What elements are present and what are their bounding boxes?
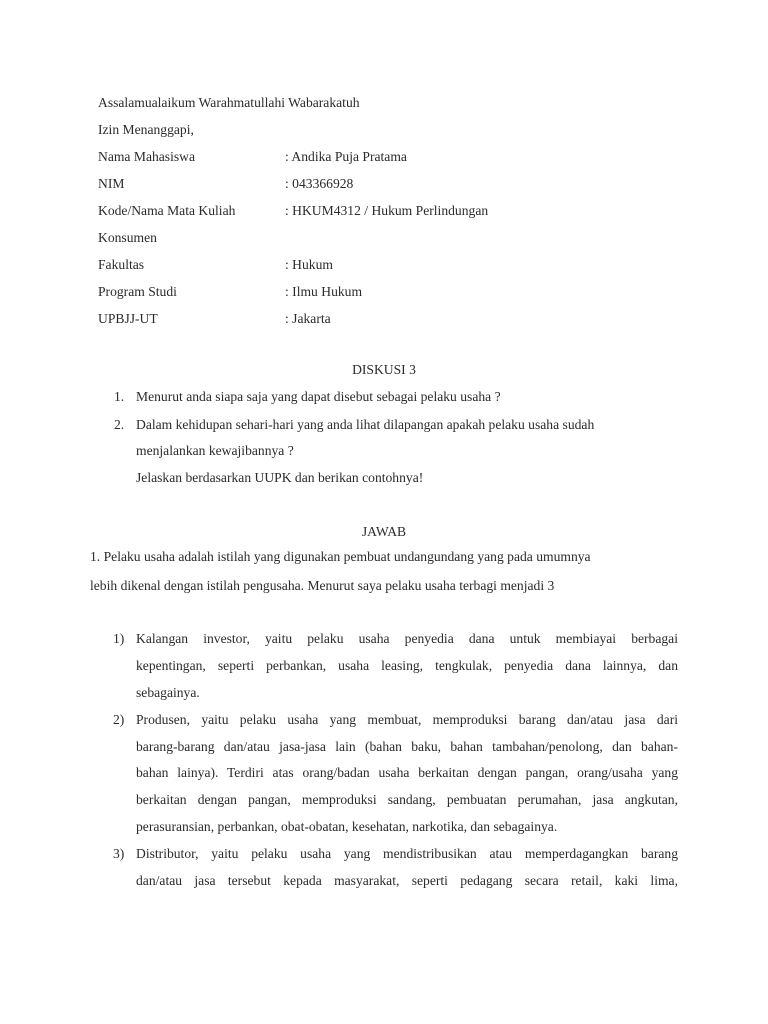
identity-label: Konsumen — [98, 230, 157, 245]
answer-item-line: sebagainya. — [136, 685, 200, 700]
answer-item-number: 1) — [113, 631, 125, 646]
identity-row-upbjj — [0, 311, 768, 327]
identity-value: : HKUM4312 / Hukum Perlindungan — [285, 203, 489, 218]
identity-row-nim — [0, 176, 768, 192]
answer-item-line: Distributor, yaitu pelaku usaha yang mendistribusikan atau memperdagangkan barang — [136, 846, 678, 861]
answer-item-line: Kalangan investor, yaitu pelaku usaha penyedia dana untuk membiayai berbagai — [136, 631, 678, 646]
identity-row-course — [0, 203, 768, 219]
question-number: 2. — [114, 417, 125, 432]
identity-row-faculty — [0, 257, 768, 273]
answer-intro-line: lebih dikenal dengan istilah pengusaha. Menurut saya pelaku usaha terbagi menjadi 3 — [90, 578, 555, 593]
answer-item-line: barang-barang dan/atau jasa-jasa lain (bahan baku, bahan tambahan/penolong, dan bahan- — [136, 739, 678, 754]
identity-label: Nama Mahasiswa — [98, 149, 196, 164]
identity-row-course-cont — [0, 230, 768, 246]
identity-value: : Hukum — [285, 257, 333, 272]
discussion-title: DISKUSI 3 — [352, 362, 416, 377]
identity-row-name — [0, 149, 768, 165]
answer-item-line: kepentingan, seperti perbankan, usaha leasing, tengkulak, penyedia dana lainnya, dan — [136, 658, 678, 673]
question-text: Menurut anda siapa saja yang dapat disebut sebagai pelaku usaha ? — [136, 389, 501, 404]
identity-value: : Jakarta — [285, 311, 331, 326]
answer-item-number: 2) — [113, 712, 125, 727]
identity-label: Fakultas — [98, 257, 145, 272]
answer-item-line: dan/atau jasa tersebut kepada masyarakat, seperti pedagang secara retail, kaki lima, — [136, 873, 678, 888]
question-text: Jelaskan berdasarkan UUPK dan berikan contohnya! — [136, 470, 424, 485]
identity-label: Kode/Nama Mata Kuliah — [98, 203, 236, 218]
answer-title: JAWAB — [361, 524, 407, 539]
answer-item-line: perasuransian, perbankan, obat-obatan, kesehatan, narkotika, dan sebagainya. — [136, 819, 558, 834]
identity-value: : 043366928 — [285, 176, 354, 191]
identity-row-program — [0, 284, 768, 300]
question-text: menjalankan kewajibannya ? — [136, 443, 294, 458]
identity-value: : Ilmu Hukum — [285, 284, 363, 299]
identity-value: : Andika Puja Pratama — [285, 149, 407, 164]
answer-intro-line: 1. Pelaku usaha adalah istilah yang digunakan pembuat undangundang yang pada umumnya — [90, 549, 591, 564]
answer-item-line: bahan lainya). Terdiri atas orang/badan usaha berkaitan dengan pangan, orang/usaha yang — [136, 765, 678, 780]
identity-label: UPBJJ-UT — [98, 311, 158, 326]
answer-item-number: 3) — [113, 846, 125, 861]
answer-item-line: berkaitan dengan pangan, memproduksi sandang, pembuatan perumahan, jasa angkutan, — [136, 792, 678, 807]
identity-label: NIM — [98, 176, 125, 191]
intro-text: Izin Menanggapi, — [98, 122, 194, 137]
question-number: 1. — [114, 389, 125, 404]
answer-item-line: Produsen, yaitu pelaku usaha yang membuat, memproduksi barang dan/atau jasa dari — [136, 712, 678, 727]
greeting: Assalamualaikum Warahmatullahi Wabarakatuh — [98, 95, 360, 110]
identity-label: Program Studi — [98, 284, 177, 299]
question-text: Dalam kehidupan sehari-hari yang anda lihat dilapangan apakah pelaku usaha sudah — [136, 417, 595, 432]
